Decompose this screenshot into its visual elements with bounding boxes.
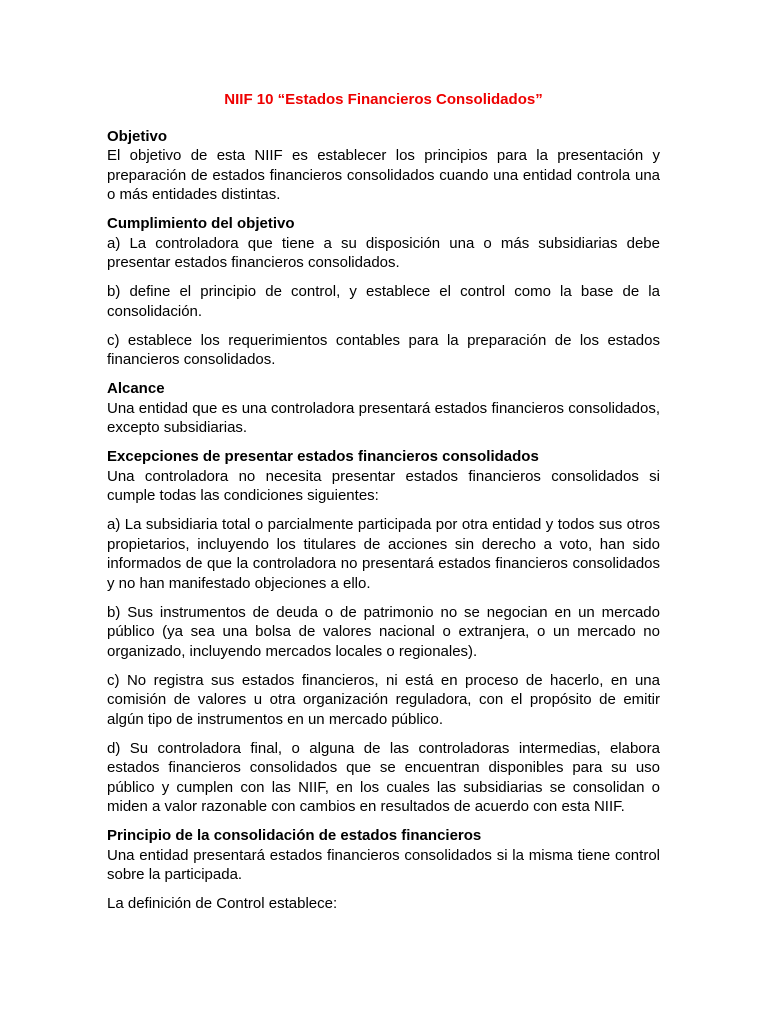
section-alcance	[107, 379, 660, 438]
section-heading: Objetivo	[107, 127, 168, 145]
paragraph: El objetivo de esta NIIF es establecer los principios para la presentación y preparación de estados financieros consolidados cuando una entidad controla una o más entidades distintas.	[107, 147, 660, 203]
paragraph: c) establece los requerimientos contables para la preparación de los estados financieros consolidados.	[107, 331, 660, 368]
section-heading: Cumplimiento del objetivo	[107, 215, 295, 232]
section-heading: Principio de la consolidación de estados financieros	[107, 827, 482, 844]
document-page	[107, 90, 660, 923]
section-excepciones	[107, 447, 660, 817]
section-principio	[107, 826, 660, 914]
paragraph: a) La controladora que tiene a su disposición una o más subsidiarias debe presentar estados financieros consolidados.	[107, 234, 660, 271]
section-heading: Alcance	[107, 380, 165, 397]
document-title: NIIF 10 “Estados Financieros Consolidados”	[224, 91, 543, 108]
paragraph: b) Sus instrumentos de deuda o de patrimonio no se negocian en un mercado público (ya sea una bolsa de valores nacional o extranjera, o un mercado no organizado, incluyendo mercados locales o regionales).	[107, 603, 660, 660]
paragraph: Una entidad que es una controladora presentará estados financieros consolidados, excepto subsidiarias.	[107, 399, 660, 436]
paragraph: d) Su controladora final, o alguna de las controladoras intermedias, elabora estados financieros consolidados que se encuentran disponibles para su uso público y cumplen con las NIIF, en los cuales las subsidiarias se consolidan o miden a valor razonable con cambios en resultados de acuerdo con esta NIIF.	[107, 739, 660, 815]
paragraph: a) La subsidiaria total o parcialmente participada por otra entidad y todos sus otros propietarios, incluyendo los titulares de acciones sin derecho a voto, han sido informados de que la controladora no presentará estados financieros consolidados y no han manifestado objeciones a ello.	[107, 516, 660, 592]
paragraph: b) define el principio de control, y establece el control como la base de la consolidación.	[107, 283, 660, 320]
paragraph: La definición de Control establece:	[107, 895, 338, 912]
section-heading: Excepciones de presentar estados financieros consolidados	[107, 448, 539, 465]
section-cumplimiento	[107, 214, 660, 370]
paragraph: c) No registra sus estados financieros, ni está en proceso de hacerlo, en una comisión de valores u otra organización reguladora, con el propósito de emitir algún tipo de instrumentos en un mercado público.	[107, 671, 660, 728]
section-objetivo	[107, 127, 660, 205]
paragraph: Una entidad presentará estados financieros consolidados si la misma tiene control sobre la participada.	[107, 846, 660, 883]
paragraph: Una controladora no necesita presentar estados financieros consolidados si cumple todas las condiciones siguientes:	[107, 467, 660, 504]
